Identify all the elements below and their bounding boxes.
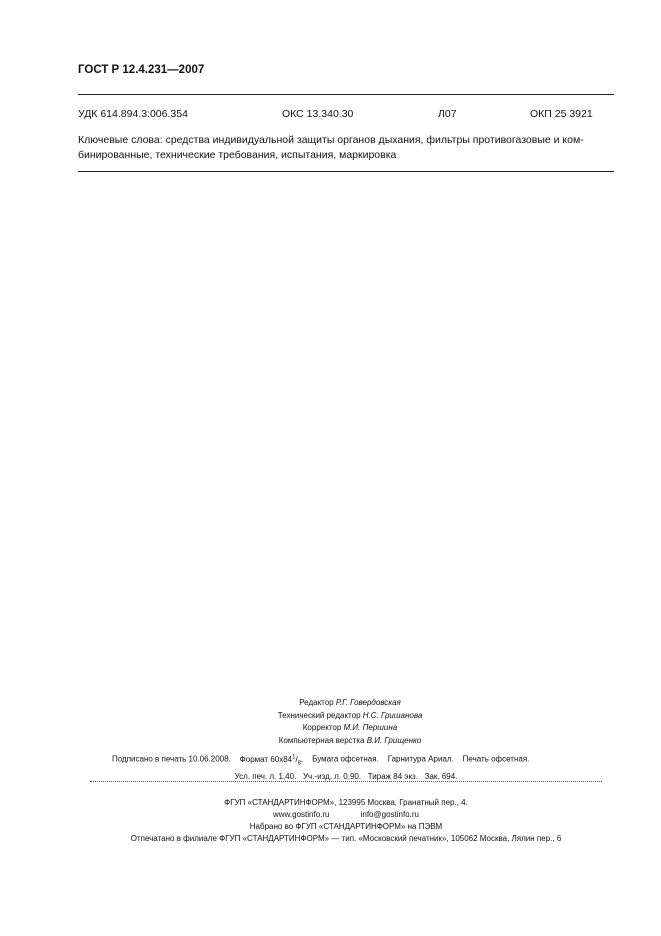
keywords-line-1: средства индивидуальной защиты органов дыхания, фильтры противогазовые и ком-: [165, 134, 584, 146]
staff-layout: [150, 735, 550, 748]
circulation: Тираж 84 экз.: [367, 772, 418, 782]
staff-proofreader: [150, 722, 550, 735]
keywords-label: Ключевые слова:: [78, 134, 163, 146]
classification-row: [78, 108, 614, 122]
staff-role: Технический редактор: [277, 710, 361, 720]
format-prefix: Формат 60х84: [239, 754, 293, 764]
website-link[interactable]: www.gostinfo.ru: [273, 810, 330, 819]
group-code: Л07: [438, 108, 457, 120]
staff-role: Редактор: [299, 698, 334, 707]
udk-code: УДК 614.894.3:006.354: [78, 108, 188, 120]
staff-name: М.И. Першина: [343, 723, 398, 732]
print-info-line-1: [78, 751, 614, 770]
staff-tech-editor: [150, 710, 550, 723]
typeface: Гарнитура Ариал.: [387, 754, 454, 764]
email-link[interactable]: info@gostinfo.ru: [360, 810, 419, 819]
edition-sheets: Уч.-изд. л. 0,90.: [302, 772, 362, 782]
print-info: [78, 751, 614, 783]
okp-code: ОКП 25 3921: [530, 108, 593, 120]
staff-name: Н.С. Гришанова: [362, 710, 423, 720]
dotted-divider: [90, 781, 602, 782]
staff-role: Корректор: [302, 723, 342, 732]
staff-name: Р.Г. Говердовская: [335, 698, 401, 707]
format-suffix: .: [301, 754, 304, 764]
editorial-staff: [150, 697, 550, 747]
publisher-info: [78, 797, 614, 845]
format-fraction-den: 8: [297, 760, 302, 767]
top-divider: [78, 94, 614, 95]
gost-code-header: ГОСТ Р 12.4.231—2007: [78, 64, 205, 76]
oks-code: ОКС 13.340.30: [282, 108, 354, 120]
staff-editor: [150, 697, 550, 710]
keywords-divider: [78, 171, 614, 172]
sheets: Усл. печ. л. 1,40.: [234, 772, 297, 782]
staff-name: В.И. Грищенко: [366, 735, 422, 745]
order-number: Зак. 694.: [424, 772, 458, 782]
paper: Бумага офсетная.: [312, 754, 379, 764]
keywords-line-2: бинированные, технические требования, испытания, маркировка: [78, 149, 397, 161]
typeset-note: Набрано во ФГУП «СТАНДАРТИНФОРМ» на ПЭВМ: [249, 822, 443, 831]
format: Формат $60х84^1/_8$.: [239, 754, 304, 767]
publisher-address: ФГУП «СТАНДАРТИНФОРМ», 123995 Москва, Гранатный пер., 4.: [224, 798, 468, 807]
signed-date: Подписано в печать 10.06.2008.: [112, 754, 231, 764]
staff-role: Компьютерная верстка: [278, 735, 365, 745]
printing: Печать офсетная.: [462, 754, 530, 764]
publisher-contacts: [78, 809, 614, 821]
format-fraction-num: 1: [292, 754, 296, 760]
keywords-block: [78, 133, 618, 163]
printed-note: Отпечатано в филиале ФГУП «СТАНДАРТИНФОРМ» — тип. «Московский печатник», 105062 Москва, Лялин пер., 6: [130, 834, 562, 843]
